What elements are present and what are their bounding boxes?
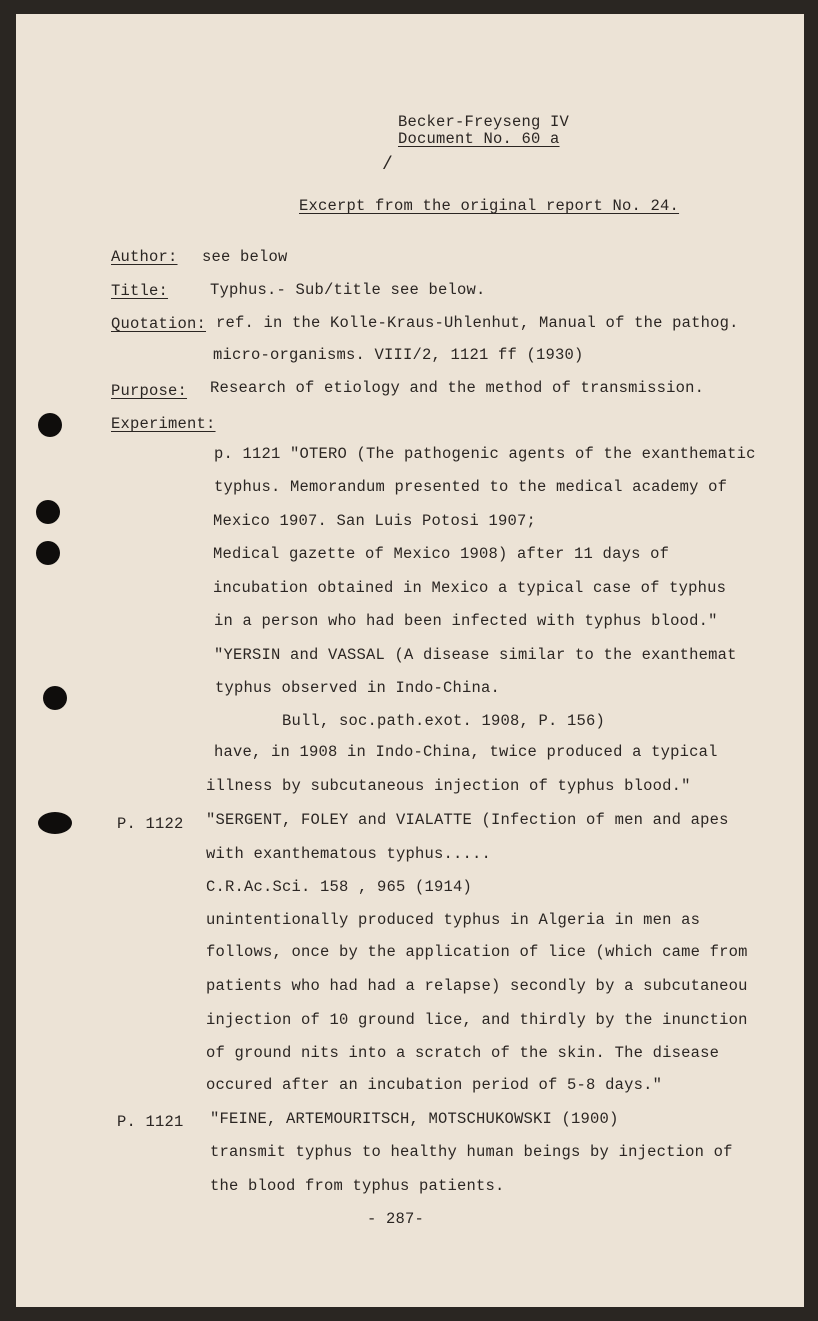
body-line: of ground nits into a scratch of the skin. The disease — [206, 1044, 720, 1062]
page-number: - 287- — [367, 1210, 425, 1228]
body-line: with exanthematous typhus..... — [206, 845, 492, 863]
body-line: Bull, soc.path.exot. 1908, P. 156) — [282, 712, 606, 730]
margin-page-ref: P. 1122 — [117, 815, 184, 833]
document-page — [16, 14, 804, 1307]
author-value: see below — [202, 248, 288, 266]
document-number: Document No. 60 a — [398, 130, 560, 148]
punch-hole — [38, 812, 72, 834]
quotation-line: micro-organisms. VIII/2, 1121 ff (1930) — [213, 346, 584, 364]
document-series: Becker-Freyseng IV — [398, 113, 570, 131]
quotation-line: ref. in the Kolle-Kraus-Uhlenhut, Manual of the pathog. — [216, 314, 739, 332]
body-line: patients who had had a relapse) secondly by a subcutaneou — [206, 977, 748, 995]
excerpt-title: Excerpt from the original report No. 24. — [299, 197, 680, 215]
quotation-label: Quotation: — [111, 315, 207, 333]
body-line: unintentionally produced typhus in Algeria in men as — [206, 911, 701, 929]
title-label: Title: — [111, 282, 169, 300]
body-line: occured after an incubation period of 5-8 days." — [206, 1076, 663, 1094]
body-line: injection of 10 ground lice, and thirdly by the inunction — [206, 1011, 748, 1029]
body-line: "SERGENT, FOLEY and VIALATTE (Infection of men and apes — [206, 811, 729, 829]
body-line: typhus observed in Indo-China. — [215, 679, 501, 697]
pen-mark: / — [382, 155, 393, 175]
body-line: Medical gazette of Mexico 1908) after 11 days of — [213, 545, 670, 563]
experiment-label: Experiment: — [111, 415, 216, 433]
author-label: Author: — [111, 248, 178, 266]
body-line: transmit typhus to healthy human beings by injection of — [210, 1143, 733, 1161]
punch-hole — [36, 500, 60, 524]
purpose-label: Purpose: — [111, 382, 188, 400]
punch-hole — [38, 413, 62, 437]
body-line: illness by subcutaneous injection of typhus blood." — [206, 777, 691, 795]
punch-hole — [36, 541, 60, 565]
body-line: follows, once by the application of lice (which came from — [206, 943, 748, 961]
body-line: "FEINE, ARTEMOURITSCH, MOTSCHUKOWSKI (1900) — [210, 1110, 619, 1128]
purpose-value: Research of etiology and the method of transmission. — [210, 379, 705, 397]
body-line: C.R.Ac.Sci. 158 , 965 (1914) — [206, 878, 473, 896]
body-line: Mexico 1907. San Luis Potosi 1907; — [213, 512, 537, 530]
body-line: typhus. Memorandum presented to the medical academy of — [214, 478, 728, 496]
body-line: the blood from typhus patients. — [210, 1177, 505, 1195]
punch-hole — [43, 686, 67, 710]
body-line: p. 1121 "OTERO (The pathogenic agents of the exanthematic — [214, 445, 756, 463]
margin-page-ref: P. 1121 — [117, 1113, 184, 1131]
body-line: have, in 1908 in Indo-China, twice produced a typical — [214, 743, 718, 761]
body-line: in a person who had been infected with typhus blood." — [214, 612, 718, 630]
body-line: incubation obtained in Mexico a typical case of typhus — [213, 579, 727, 597]
body-line: "YERSIN and VASSAL (A disease similar to the exanthemat — [214, 646, 737, 664]
title-value: Typhus.- Sub/title see below. — [210, 281, 486, 299]
